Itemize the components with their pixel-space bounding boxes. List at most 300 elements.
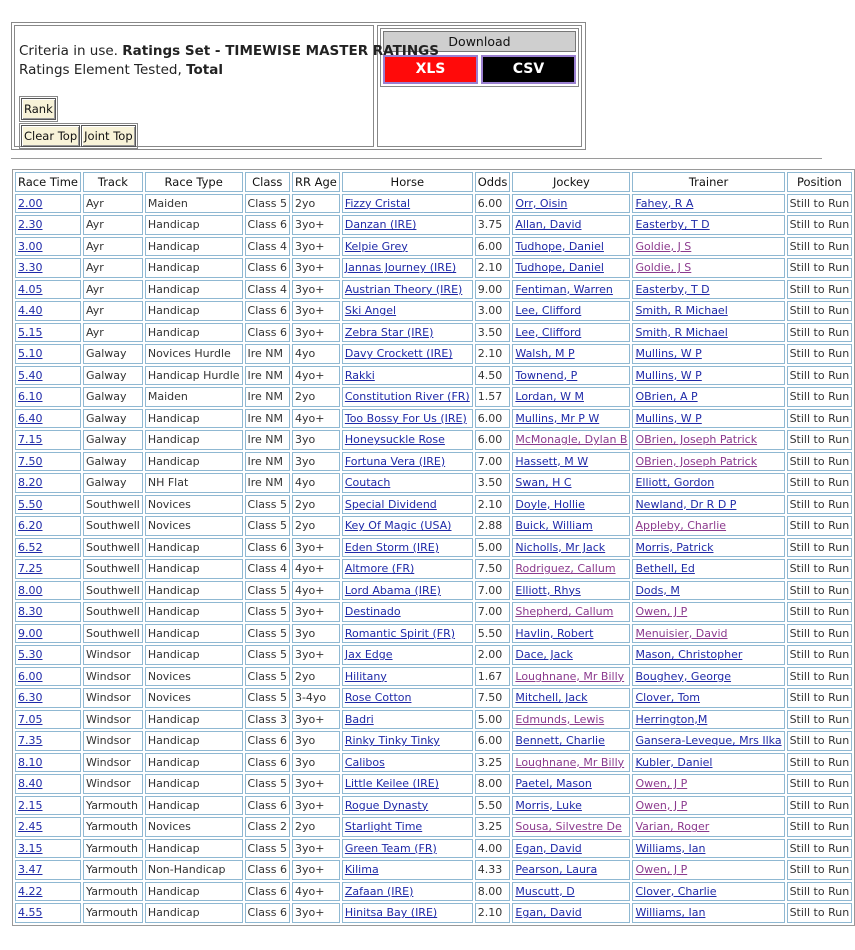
horse-link[interactable]: Ski Angel [344,304,397,318]
cell-odds: 2.10 [475,344,511,364]
cell-track: Windsor [83,645,143,665]
cell-trainer [632,409,784,429]
cell-horse [342,280,473,300]
cell-position: Still to Run [787,280,853,300]
race-time-link[interactable]: 7.50 [18,454,43,468]
horse-link[interactable]: Davy Crockett (IRE) [344,347,453,361]
cell-rr-age: 4yo [292,473,340,493]
cell-position: Still to Run [787,344,853,364]
cell-trainer [632,860,784,880]
race-time-link[interactable]: 4.55 [18,906,43,920]
trainer-link[interactable]: Goldie, J S [635,239,692,253]
cell-trainer [632,903,784,923]
race-time-link[interactable]: 6.40 [18,411,43,425]
rank-button[interactable]: Rank [21,98,56,120]
horse-link[interactable]: Zafaan (IRE) [344,884,414,898]
column-header-track: Track [83,172,143,192]
criteria-panel-inner [14,25,583,147]
table-header-row [15,172,852,192]
cell-odds: 6.00 [475,409,511,429]
race-time-link[interactable]: 8.00 [18,583,43,597]
cell-jockey [512,667,630,687]
race-time-link[interactable]: 6.10 [18,390,43,404]
cell-race-type: Handicap [145,796,243,816]
cell-rr-age: 3yo+ [292,860,340,880]
cell-race-type: Handicap [145,430,243,450]
trainer-link[interactable]: Smith, R Michael [635,304,728,318]
trainer-link[interactable]: OBrien, Joseph Patrick [635,433,758,447]
trainer-link[interactable]: OBrien, A P [635,390,698,404]
table-row [15,688,852,708]
jockey-link[interactable]: Pearson, Laura [515,863,598,877]
cell-class: Ire NM [245,344,290,364]
table-row [15,280,852,300]
cell-race-type: Handicap [145,538,243,558]
table-row [15,387,852,407]
cell-track: Yarmouth [83,796,143,816]
jockey-link[interactable]: Tudhope, Daniel [515,261,604,275]
cell-trainer [632,473,784,493]
cell-odds: 3.25 [475,753,511,773]
criteria-prefix: Criteria in use. [19,43,123,59]
cell-rr-age: 4yo+ [292,409,340,429]
cell-horse [342,817,473,837]
cell-race-time [15,194,81,214]
cell-race-time [15,473,81,493]
trainer-link[interactable]: Kubler, Daniel [635,755,713,769]
jockey-link[interactable]: Dace, Jack [515,648,573,662]
cell-race-time [15,624,81,644]
trainer-link[interactable]: Mullins, W P [635,347,702,361]
horse-link[interactable]: Coutach [344,476,391,490]
jockey-link[interactable]: Lordan, W M [515,390,584,404]
cell-position: Still to Run [787,839,853,859]
jockey-link[interactable]: Sousa, Silvestre De [515,820,622,834]
cell-rr-age: 3yo+ [292,237,340,257]
jockey-link[interactable]: Hassett, M W [515,454,589,468]
race-time-link[interactable]: 5.50 [18,497,43,511]
cell-track: Galway [83,430,143,450]
cell-rr-age: 4yo [292,344,340,364]
jockey-link[interactable]: Shepherd, Callum [515,605,614,619]
race-time-link[interactable]: 7.15 [18,433,43,447]
race-time-link[interactable]: 2.00 [18,196,43,210]
cell-track: Ayr [83,194,143,214]
jockey-link[interactable]: Loughnane, Mr Billy [515,755,625,769]
horse-link[interactable]: Kelpie Grey [344,239,408,253]
cell-jockey [512,473,630,493]
horse-link[interactable]: Calibos [344,755,385,769]
cell-track: Southwell [83,581,143,601]
trainer-link[interactable]: Owen, J P [635,798,688,812]
race-time-link[interactable]: 8.30 [18,605,43,619]
trainer-link[interactable]: Elliott, Gordon [635,476,715,490]
cell-race-time [15,237,81,257]
race-time-link[interactable]: 3.00 [18,239,43,253]
cell-class: Class 4 [245,237,290,257]
race-time-link[interactable]: 5.15 [18,325,43,339]
cell-jockey [512,194,630,214]
jockey-link[interactable]: Egan, David [515,906,582,920]
cell-horse [342,753,473,773]
cell-race-type: Handicap [145,645,243,665]
cell-jockey [512,559,630,579]
horse-link[interactable]: Hinitsa Bay (IRE) [344,906,438,920]
cell-class: Class 5 [245,774,290,794]
cell-horse [342,882,473,902]
cell-position: Still to Run [787,323,853,343]
race-time-link[interactable]: 3.47 [18,863,43,877]
jockey-link[interactable]: Loughnane, Mr Billy [515,669,625,683]
cell-rr-age: 4yo+ [292,882,340,902]
cell-horse [342,452,473,472]
horse-link[interactable]: Green Team (FR) [344,841,437,855]
cell-class: Class 6 [245,731,290,751]
clear-top-button[interactable]: Clear Top [21,125,80,147]
jockey-link[interactable]: McMonagle, Dylan B [515,433,628,447]
table-row [15,860,852,880]
jockey-link[interactable]: Orr, Oisin [515,196,568,210]
cell-trainer [632,237,784,257]
cell-odds: 6.00 [475,731,511,751]
trainer-link[interactable]: Gansera-Leveque, Mrs Ilka [635,734,782,748]
column-header-trainer: Trainer [632,172,784,192]
trainer-link[interactable]: Williams, Ian [635,841,706,855]
cell-odds: 4.33 [475,860,511,880]
cell-odds: 7.00 [475,581,511,601]
column-header-class: Class [245,172,290,192]
race-time-link[interactable]: 4.22 [18,884,43,898]
cell-race-time [15,817,81,837]
cell-rr-age: 3yo+ [292,796,340,816]
horse-link[interactable]: Special Dividend [344,497,437,511]
cell-track: Windsor [83,667,143,687]
cell-race-type: Maiden [145,387,243,407]
cell-odds: 3.50 [475,323,511,343]
cell-race-type: Handicap [145,409,243,429]
cell-odds: 2.00 [475,645,511,665]
cell-odds: 3.25 [475,817,511,837]
horse-link[interactable]: Rogue Dynasty [344,798,429,812]
cell-odds: 8.00 [475,882,511,902]
horse-link[interactable]: Too Bossy For Us (IRE) [344,411,467,425]
race-time-link[interactable]: 4.40 [18,304,43,318]
jockey-link[interactable]: Elliott, Rhys [515,583,581,597]
race-time-link[interactable]: 2.15 [18,798,43,812]
race-time-link[interactable]: 8.20 [18,476,43,490]
race-time-link[interactable]: 7.05 [18,712,43,726]
trainer-link[interactable]: Newland, Dr R D P [635,497,737,511]
horse-link[interactable]: Little Keilee (IRE) [344,777,439,791]
cell-race-time [15,495,81,515]
cell-horse [342,409,473,429]
horse-link[interactable]: Romantic Spirit (FR) [344,626,456,640]
cell-race-time [15,452,81,472]
trainer-link[interactable]: Owen, J P [635,605,688,619]
cell-odds: 2.10 [475,495,511,515]
cell-horse [342,796,473,816]
cell-odds: 7.50 [475,688,511,708]
cell-position: Still to Run [787,774,853,794]
column-header-rr-age: RR Age [292,172,340,192]
cell-class: Class 6 [245,323,290,343]
trainer-link[interactable]: Goldie, J S [635,261,692,275]
trainer-link[interactable]: Menuisier, David [635,626,728,640]
horse-link[interactable]: Fizzy Cristal [344,196,411,210]
cell-track: Yarmouth [83,839,143,859]
cell-horse [342,473,473,493]
jockey-link[interactable]: Buick, William [515,519,593,533]
jockey-link[interactable]: Mullins, Mr P W [515,411,600,425]
jockey-link[interactable]: Edmunds, Lewis [515,712,605,726]
trainer-link[interactable]: Herrington,M [635,712,708,726]
race-time-link[interactable]: 5.40 [18,368,43,382]
cell-race-time [15,645,81,665]
cell-race-time [15,559,81,579]
trainer-link[interactable]: Mullins, W P [635,368,702,382]
cell-jockey [512,796,630,816]
trainer-link[interactable]: Williams, Ian [635,906,706,920]
race-time-link[interactable]: 3.15 [18,841,43,855]
cell-trainer [632,839,784,859]
cell-horse [342,495,473,515]
cell-trainer [632,538,784,558]
cell-odds: 4.50 [475,366,511,386]
table-row [15,624,852,644]
cell-odds: 1.57 [475,387,511,407]
cell-class: Class 5 [245,667,290,687]
horse-link[interactable]: Jax Edge [344,648,393,662]
column-header-race-type: Race Type [145,172,243,192]
horse-link[interactable]: Constitution River (FR) [344,390,470,404]
cell-track: Ayr [83,301,143,321]
cell-position: Still to Run [787,710,853,730]
race-time-link[interactable]: 2.45 [18,820,43,834]
cell-position: Still to Run [787,301,853,321]
jockey-link[interactable]: Allan, David [515,218,582,232]
cell-position: Still to Run [787,559,853,579]
cell-rr-age: 3yo+ [292,538,340,558]
cell-track: Windsor [83,753,143,773]
table-row [15,731,852,751]
cell-race-type: Handicap [145,602,243,622]
cell-race-time [15,667,81,687]
download-buttons [383,55,576,84]
trainer-link[interactable]: Clover, Tom [635,691,701,705]
trainer-link[interactable]: Mullins, W P [635,411,702,425]
jockey-link[interactable]: Walsh, M P [515,347,575,361]
race-time-link[interactable]: 9.00 [18,626,43,640]
cell-trainer [632,645,784,665]
horse-link[interactable]: Kilima [344,863,379,877]
trainer-link[interactable]: Owen, J P [635,777,688,791]
cell-track: Ayr [83,280,143,300]
race-time-link[interactable]: 8.10 [18,755,43,769]
trainer-link[interactable]: Morris, Patrick [635,540,714,554]
jockey-link[interactable]: Lee, Clifford [515,325,582,339]
table-row [15,344,852,364]
horse-link[interactable]: Rinky Tinky Tinky [344,734,440,748]
cell-trainer [632,495,784,515]
element-line [19,61,373,80]
jockey-link[interactable]: Muscutt, D [515,884,575,898]
table-body [15,194,852,923]
cell-race-time [15,215,81,235]
horse-link[interactable]: Danzan (IRE) [344,218,417,232]
cell-trainer [632,602,784,622]
cell-position: Still to Run [787,258,853,278]
joint-top-button[interactable]: Joint Top [81,125,135,147]
horse-link[interactable]: Lord Abama (IRE) [344,583,441,597]
cell-horse [342,667,473,687]
horse-link[interactable]: Zebra Star (IRE) [344,325,434,339]
race-time-link[interactable]: 6.00 [18,669,43,683]
jockey-link[interactable]: Havlin, Robert [515,626,594,640]
cell-position: Still to Run [787,860,853,880]
trainer-link[interactable]: OBrien, Joseph Patrick [635,454,758,468]
horse-link[interactable]: Key Of Magic (USA) [344,519,452,533]
cell-odds: 3.00 [475,301,511,321]
jockey-link[interactable]: Paetel, Mason [515,777,592,791]
cell-rr-age: 3yo+ [292,323,340,343]
column-header-horse: Horse [342,172,473,192]
jockey-link[interactable]: Nicholls, Mr Jack [515,540,606,554]
jockey-link[interactable]: Doyle, Hollie [515,497,585,511]
table-row [15,323,852,343]
cell-trainer [632,516,784,536]
cell-horse [342,301,473,321]
horse-link[interactable]: Rakki [344,368,375,382]
cell-rr-age: 4yo+ [292,366,340,386]
race-time-link[interactable]: 5.10 [18,347,43,361]
horse-link[interactable]: Jannas Journey (IRE) [344,261,457,275]
jockey-link[interactable]: Lee, Clifford [515,304,582,318]
jockey-link[interactable]: Egan, David [515,841,582,855]
cell-rr-age: 3yo+ [292,280,340,300]
cell-position: Still to Run [787,430,853,450]
trainer-link[interactable]: Appleby, Charlie [635,519,727,533]
cell-race-type: Handicap [145,774,243,794]
trainer-link[interactable]: Varian, Roger [635,820,710,834]
cell-rr-age: 2yo [292,817,340,837]
trainer-link[interactable]: Easterby, T D [635,218,710,232]
cell-race-time [15,774,81,794]
cell-position: Still to Run [787,602,853,622]
trainer-link[interactable]: Fahey, R A [635,196,694,210]
jockey-link[interactable]: Morris, Luke [515,798,582,812]
trainer-link[interactable]: Easterby, T D [635,282,710,296]
jockey-link[interactable]: Mitchell, Jack [515,691,588,705]
cell-race-time [15,387,81,407]
cell-position: Still to Run [787,667,853,687]
cell-position: Still to Run [787,409,853,429]
cell-position: Still to Run [787,194,853,214]
cell-position: Still to Run [787,581,853,601]
race-time-link[interactable]: 5.30 [18,648,43,662]
cell-class: Ire NM [245,366,290,386]
race-time-link[interactable]: 3.30 [18,261,43,275]
cell-race-type: Novices Hurdle [145,344,243,364]
cell-odds: 7.00 [475,602,511,622]
table-row [15,215,852,235]
xls-download-button[interactable]: XLS [383,55,478,84]
cell-jockey [512,237,630,257]
race-time-link[interactable]: 2.30 [18,218,43,232]
cell-horse [342,387,473,407]
race-time-link[interactable]: 7.35 [18,734,43,748]
cell-track: Windsor [83,774,143,794]
race-time-link[interactable]: 6.20 [18,519,43,533]
cell-position: Still to Run [787,817,853,837]
horse-link[interactable]: Starlight Time [344,820,423,834]
trainer-link[interactable]: Dods, M [635,583,680,597]
cell-track: Windsor [83,688,143,708]
jockey-link[interactable]: Fentiman, Warren [515,282,613,296]
trainer-link[interactable]: Clover, Charlie [635,884,717,898]
horse-link[interactable]: Eden Storm (IRE) [344,540,439,554]
jockey-link[interactable]: Townend, P [515,368,578,382]
trainer-link[interactable]: Bethell, Ed [635,562,695,576]
horse-link[interactable]: Rose Cotton [344,691,412,705]
cell-race-type: Handicap [145,903,243,923]
cell-track: Southwell [83,516,143,536]
horse-link[interactable]: Destinado [344,605,401,619]
horse-link[interactable]: Fortuna Vera (IRE) [344,454,446,468]
cell-race-type: Handicap [145,452,243,472]
cell-position: Still to Run [787,215,853,235]
cell-jockey [512,774,630,794]
race-time-link[interactable]: 8.40 [18,777,43,791]
horse-link[interactable]: Altmore (FR) [344,562,415,576]
cell-rr-age: 2yo [292,387,340,407]
cell-race-type: Novices [145,688,243,708]
csv-download-button[interactable]: CSV [481,55,576,84]
cell-trainer [632,731,784,751]
horse-link[interactable]: Honeysuckle Rose [344,433,445,447]
jockey-link[interactable]: Swan, H C [515,476,572,490]
column-header-race-time: Race Time [15,172,81,192]
jockey-link[interactable]: Bennett, Charlie [515,734,605,748]
table-row [15,796,852,816]
cell-trainer [632,559,784,579]
cell-position: Still to Run [787,237,853,257]
jockey-link[interactable]: Tudhope, Daniel [515,239,604,253]
cell-position: Still to Run [787,688,853,708]
cell-race-time [15,516,81,536]
trainer-link[interactable]: Smith, R Michael [635,325,728,339]
trainer-link[interactable]: Owen, J P [635,863,688,877]
cell-class: Class 5 [245,495,290,515]
horse-link[interactable]: Badri [344,712,374,726]
race-time-link[interactable]: 6.30 [18,691,43,705]
table-row [15,495,852,515]
jockey-link[interactable]: Rodriguez, Callum [515,562,616,576]
cell-horse [342,903,473,923]
trainer-link[interactable]: Mason, Christopher [635,648,743,662]
cell-odds: 6.00 [475,237,511,257]
race-time-link[interactable]: 4.05 [18,282,43,296]
horse-link[interactable]: Hilitany [344,669,387,683]
cell-track: Galway [83,409,143,429]
cell-class: Class 6 [245,796,290,816]
race-time-link[interactable]: 6.52 [18,540,43,554]
horse-link[interactable]: Austrian Theory (IRE) [344,282,463,296]
table-row [15,839,852,859]
cell-jockey [512,280,630,300]
cell-race-type: Handicap [145,215,243,235]
race-time-link[interactable]: 7.25 [18,562,43,576]
trainer-link[interactable]: Boughey, George [635,669,732,683]
